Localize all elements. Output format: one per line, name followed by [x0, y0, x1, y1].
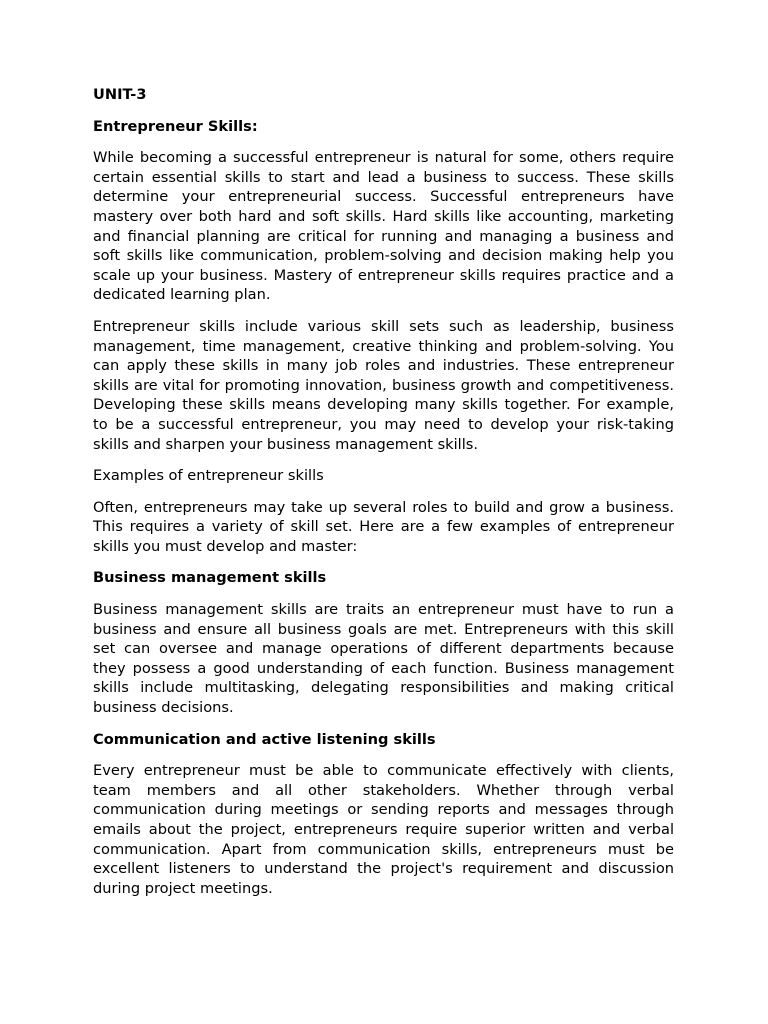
examples-label: Examples of entrepreneur skills [93, 467, 324, 485]
communication-heading: Communication and active listening skills [93, 730, 436, 748]
skills-paragraph: Entrepreneur skills include various skill sets such as leadership, business management, time management, creative thinking and problem-solving. You can apply these skills in many job roles and industries. These entrepreneur skills are vital for promoting innovation, business growth and competitiveness. Developing these skills means developing many skills together. For example, to be a successful entrepreneur, you may need to develop your risk-taking skills and sharpen your business management skills. [93, 317, 674, 453]
intro-paragraph: While becoming a successful entrepreneur is natural for some, others require certain essential skills to start and lead a business to success. These skills determine your entrepreneurial success. Successful entrepreneurs have mastery over both hard and soft skills. Hard skills like accounting, marketing and financial planning are critical for running and managing a business and soft skills like communication, problem-solving and decision making help you scale up your business. Mastery of entrepreneur skills requires practice and a dedicated learning plan. [93, 149, 674, 304]
examples-paragraph: Often, entrepreneurs may take up several roles to build and grow a business. This requires a variety of skill set. Here are a few examples of entrepreneur skills you must develop and master: [93, 498, 674, 555]
document-body [93, 85, 674, 910]
business-management-paragraph: Business management skills are traits an entrepreneur must have to run a business and ensure all business goals are met. Entrepreneurs with this skill set can oversee and manage operations of different departments because they possess a good understanding of each function. Business management skills include multitasking, delegating responsibilities and making critical business decisions. [93, 601, 674, 717]
unit-label: UNIT-3 [93, 86, 147, 103]
business-management-heading: Business management skills [93, 569, 327, 587]
section-title: Entrepreneur Skills: [93, 117, 258, 135]
communication-paragraph: Every entrepreneur must be able to communicate effectively with clients, team members and all other stakeholders. Whether through verbal communication during meetings or sending reports and messages through emails about the project, entrepreneurs require superior written and verbal communication. Apart from communication skills, entrepreneurs must be excellent listeners to understand the project's requirement and discussion during project meetings. [93, 762, 674, 897]
